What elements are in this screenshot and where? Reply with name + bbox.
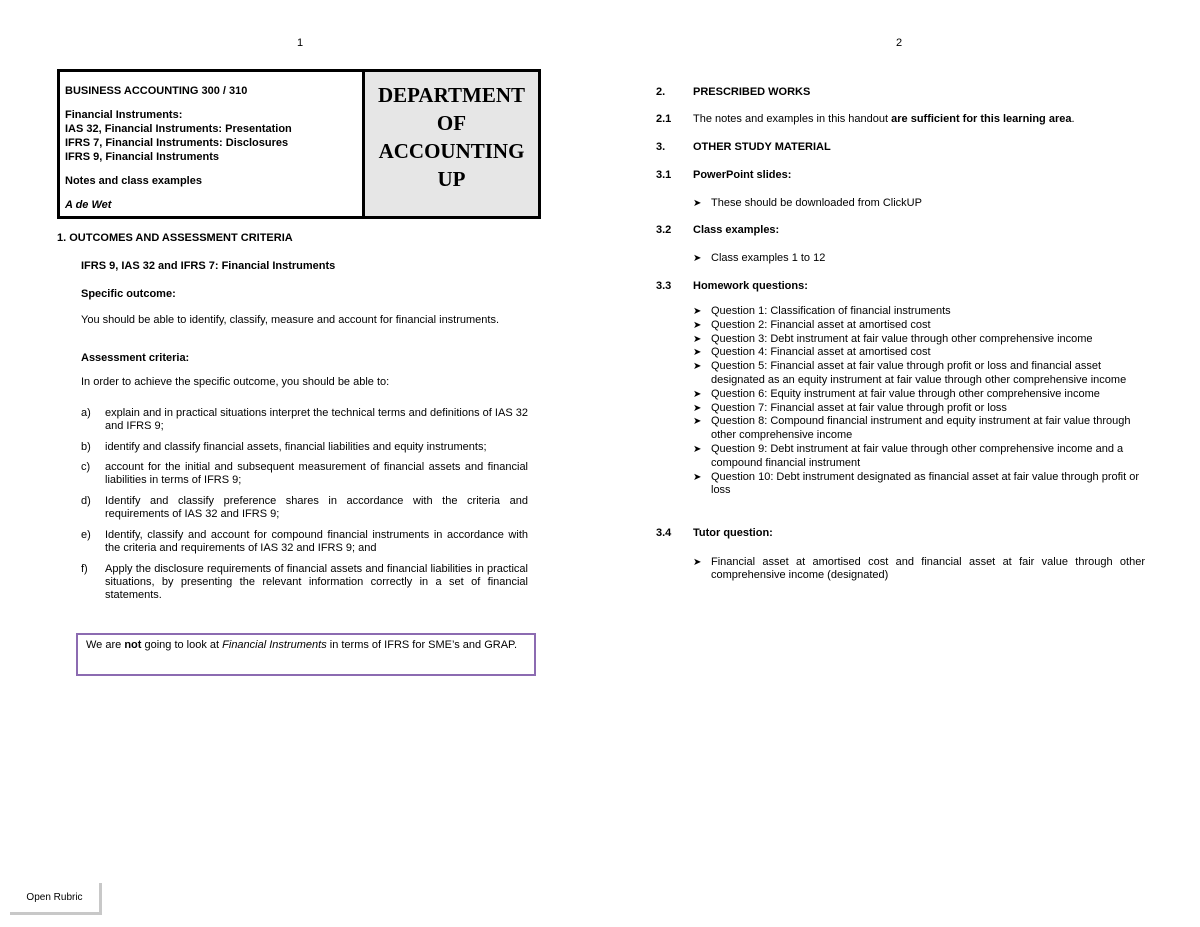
text-segment: The notes and examples in this handout [693,113,892,125]
text-segment: . [1071,113,1075,125]
header-course-info [60,72,365,216]
list-item [693,360,1145,388]
section-1-title: 1. OUTCOMES AND ASSESSMENT CRITERIA [57,232,293,244]
notes-label: Notes and class examples [65,175,202,187]
arrow-bullet-icon: ➤ [693,333,702,345]
course-title: BUSINESS ACCOUNTING 300 / 310 [65,85,248,97]
topic-line: Financial Instruments: [65,109,183,121]
powerpoint-list [693,197,1145,210]
arrow-bullet-icon: ➤ [693,198,702,209]
list-item-text: Question 8: Compound financial instrument and equity instrument at fair value through other comprehensive income [711,415,1131,442]
list-item-text: Question 7: Financial asset at fair value through profit or loss [711,401,1007,414]
department-banner [365,72,538,216]
specific-outcome-heading: Specific outcome: [81,288,176,300]
scope-note-box [76,633,536,676]
criteria-label: d) [81,495,91,507]
section-number: 3.4 [656,527,672,539]
list-item-text: Question 1: Classification of financial instruments [711,305,951,317]
list-item [693,388,1145,402]
note-text: in terms of IFRS for SME’s and GRAP. [326,639,518,651]
homework-list [693,305,1145,498]
topic-line: IFRS 9, Financial Instruments [65,151,220,163]
arrow-bullet-icon: ➤ [693,388,702,400]
list-item [693,346,1145,360]
document-header-box [57,69,541,219]
list-item [693,333,1145,347]
criteria-label: f) [81,563,88,575]
section-number: 3.2 [656,224,672,236]
page-number-2: 2 [896,37,903,49]
arrow-bullet-icon: ➤ [693,416,702,428]
arrow-bullet-icon: ➤ [693,557,702,568]
list-item-text: Question 2: Financial asset at amortised cost [711,318,931,331]
dept-line: UP [437,167,466,191]
tutor-list [693,556,1145,582]
section-number: 3. [656,141,666,153]
list-item [693,471,1145,499]
section-3-2-title: Class examples: [693,224,780,236]
list-item-text: Question 4: Financial asset at amortised cost [711,346,931,359]
criteria-text: Apply the disclosure requirements of financial assets and financial liabilities in practical situations, by presenting the relevant information correctly in a set of financial statements. [105,563,528,601]
note-text: going to look at [141,639,223,651]
criteria-label: a) [81,407,91,419]
list-item [693,305,1145,319]
section-1-subtitle: IFRS 9, IAS 32 and IFRS 7: Financial Instruments [81,260,336,272]
list-item [693,319,1145,333]
dept-line: DEPARTMENT [377,83,526,107]
text-emphasis: are sufficient for this learning area [891,113,1072,125]
list-item-text: These should be downloaded from ClickUP [711,197,922,209]
arrow-bullet-icon: ➤ [693,253,702,264]
section-2-title: PRESCRIBED WORKS [693,86,811,98]
criteria-label: c) [81,461,91,473]
dept-line: OF [436,111,467,135]
section-3-4-title: Tutor question: [693,527,773,539]
assessment-criteria-heading: Assessment criteria: [81,352,190,364]
list-item [693,197,1145,210]
criteria-label: b) [81,441,91,453]
section-number: 2.1 [656,113,672,125]
criteria-text: account for the initial and subsequent measurement of financial assets and financial liabilities in terms of IFRS 9; [105,461,528,486]
list-item-text: Financial asset at amortised cost and financial asset at fair value through other comprehensive income (designated) [711,556,1145,581]
note-emphasis: not [124,639,142,651]
topic-line: IFRS 7, Financial Instruments: Disclosures [65,137,289,149]
criteria-label: e) [81,529,91,541]
dept-line: ACCOUNTING [378,139,525,163]
arrow-bullet-icon: ➤ [693,471,702,483]
list-item [693,252,1145,265]
arrow-bullet-icon: ➤ [693,347,702,359]
class-examples-list [693,252,1145,265]
assessment-intro: In order to achieve the specific outcome, you should be able to: [81,376,390,388]
specific-outcome-text: You should be able to identify, classify, measure and account for financial instruments. [81,314,500,326]
arrow-bullet-icon: ➤ [693,402,702,414]
section-3-title: OTHER STUDY MATERIAL [693,141,831,153]
list-item [693,443,1145,471]
criteria-text: Identify and classify preference shares in accordance with the criteria and requirements of IAS 32 and IFRS 9; [105,495,528,520]
section-number: 3.3 [656,280,672,292]
list-item [693,402,1145,416]
note-text: We are [86,639,125,651]
arrow-bullet-icon: ➤ [693,319,702,331]
arrow-bullet-icon: ➤ [693,306,702,317]
section-3-3-title: Homework questions: [693,280,808,292]
section-3-1-title: PowerPoint slides: [693,169,792,181]
list-item-text: Question 3: Debt instrument at fair value through other comprehensive income [711,332,1093,345]
criteria-text: explain and in practical situations interpret the technical terms and definitions of IAS 32 and IFRS 9; [105,407,528,432]
section-number: 3.1 [656,169,672,181]
list-item [693,415,1145,443]
criteria-text: identify and classify financial assets, financial liabilities and equity instruments; [105,441,487,453]
list-item-text: Question 9: Debt instrument at fair value through other comprehensive income and a compound financial instrument [711,442,1124,469]
arrow-bullet-icon: ➤ [693,443,702,455]
list-item-text: Question 5: Financial asset at fair value through profit or loss and financial asset designated as an equity instrument at fair value through other comprehensive income [711,360,1127,386]
list-item-text: Question 6: Equity instrument at fair value through other comprehensive income [711,387,1100,400]
author-name: A de Wet [65,199,112,211]
section-2-1-text [693,113,1075,126]
page-number-1: 1 [297,37,304,49]
list-item [693,556,1145,582]
section-number: 2. [656,86,666,98]
arrow-bullet-icon: ➤ [693,361,702,373]
criteria-text: Identify, classify and account for compound financial instruments in accordance with the criteria and requirements of IAS 32 and IFRS 9; and [105,529,528,554]
list-item-text: Question 10: Debt instrument designated as financial asset at fair value through profit or loss [711,470,1140,497]
note-italic: Financial Instruments [222,639,327,651]
list-item-text: Class examples 1 to 12 [711,252,826,264]
open-rubric-button[interactable]: Open Rubric [10,883,102,915]
topic-line: IAS 32, Financial Instruments: Presentation [65,123,292,135]
